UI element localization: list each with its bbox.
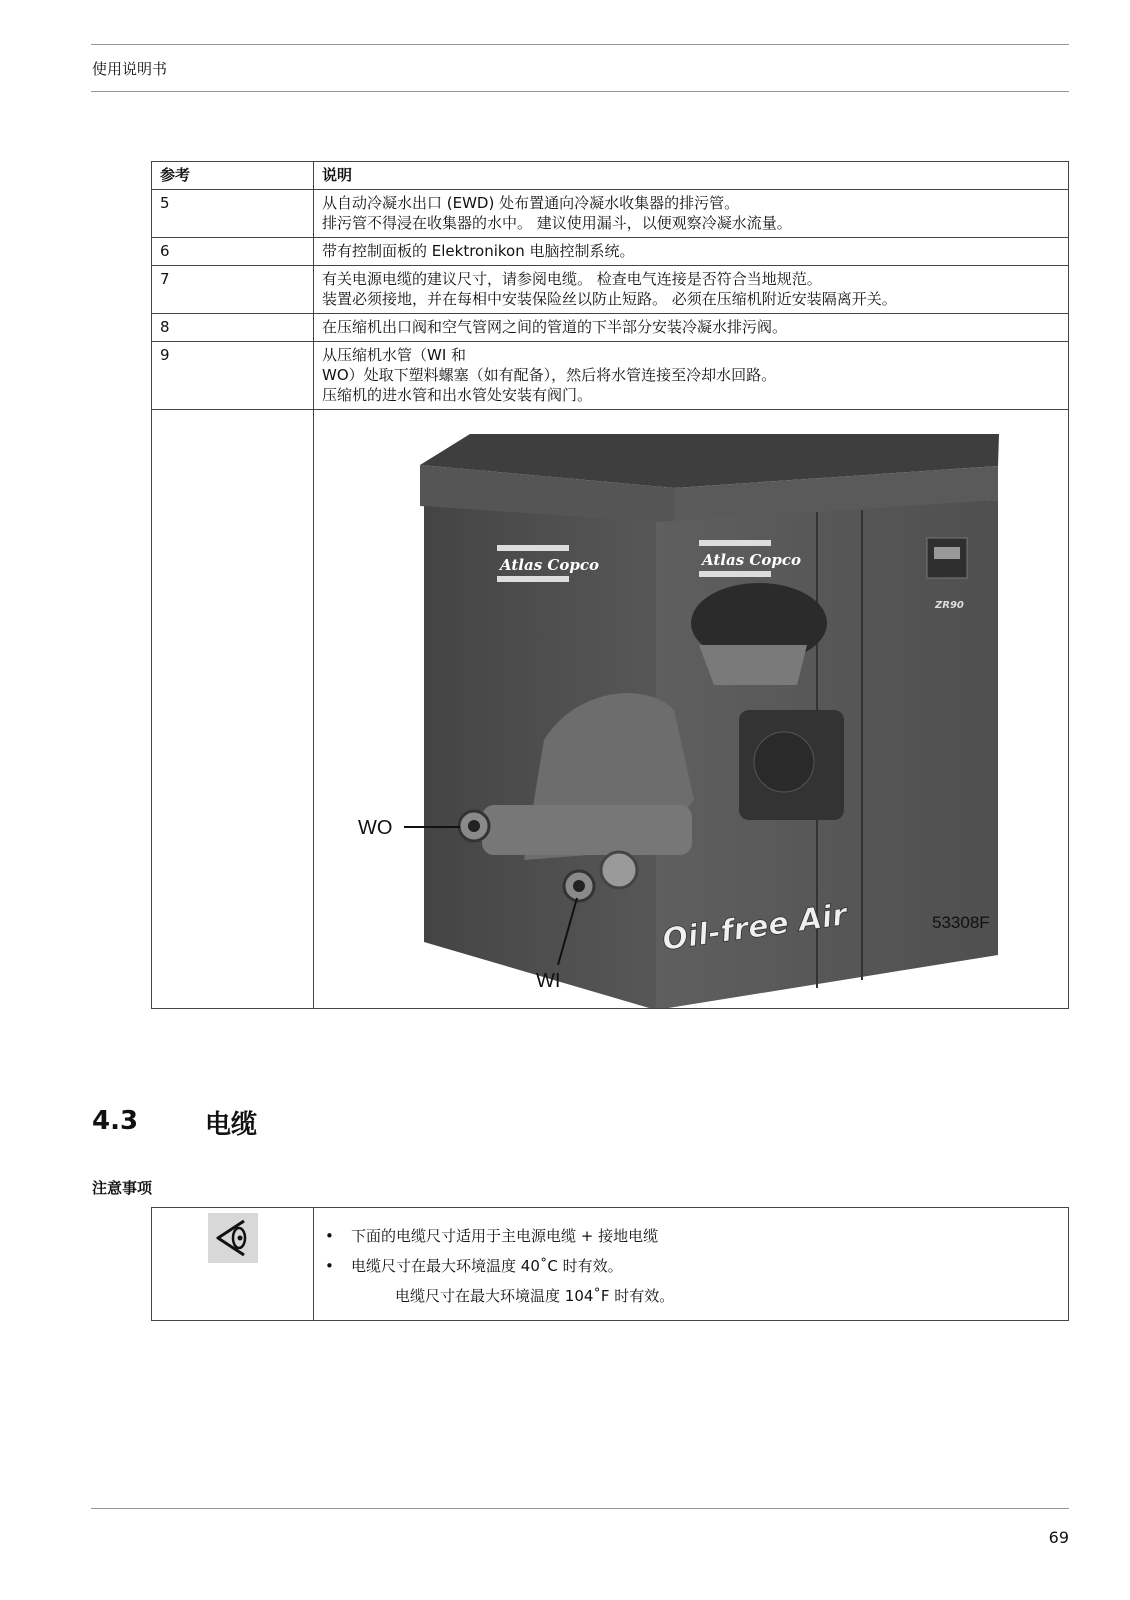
col-header-desc: 说明	[314, 162, 1069, 190]
desc-cell	[314, 238, 1069, 266]
footer-rule	[91, 1508, 1069, 1509]
desc-line: 装置必须接地，并在每相中安装保险丝以防止短路。 必须在压缩机附近安装隔离开关。	[322, 290, 897, 308]
note-item: • 下面的电缆尺寸适用于主电源电缆 + 接地电缆	[325, 1221, 1067, 1251]
eye-icon	[208, 1213, 258, 1263]
desc-line: WO）处取下塑料螺塞（如有配备），然后将水管连接至冷却水回路。	[322, 366, 777, 384]
wi-label: WI	[536, 970, 561, 992]
control-display	[934, 547, 960, 559]
model-label: ZR90	[935, 600, 964, 611]
table-row	[152, 266, 1069, 314]
col-header-ref: 参考	[152, 162, 314, 190]
section-title: 电缆	[205, 1110, 258, 1140]
desc-line: 带有控制面板的 Elektronikon 电脑控制系统。	[322, 242, 635, 260]
reference-table	[151, 161, 1069, 1009]
note-row	[152, 1208, 1069, 1321]
note-list	[315, 1209, 1067, 1319]
ref-cell: 7	[152, 266, 314, 314]
compressor-figure	[314, 410, 1069, 1008]
note-heading: 注意事项	[92, 1179, 153, 1197]
ref-cell: 8	[152, 314, 314, 342]
desc-cell	[314, 314, 1069, 342]
figure-cell	[314, 410, 1069, 1009]
table-row	[152, 342, 1069, 410]
wo-label: WO	[358, 817, 393, 839]
note-icon-cell	[152, 1208, 314, 1321]
ref-cell: 9	[152, 342, 314, 410]
table-row	[152, 238, 1069, 266]
figure-id: 53308F	[932, 913, 990, 932]
note-subitem: 电缆尺寸在最大环境温度 104˚F 时有效。	[395, 1287, 675, 1305]
drip-tray	[699, 645, 807, 685]
desc-line: 压缩机的进水管和出水管处安装有阀门。	[322, 386, 593, 404]
note-text-cell	[314, 1208, 1069, 1321]
svg-text:Atlas Copco: Atlas Copco	[500, 556, 599, 574]
header-rule-top	[91, 44, 1069, 45]
ref-cell: 6	[152, 238, 314, 266]
bullet-icon: •	[325, 1227, 334, 1245]
desc-line: 在压缩机出口阀和空气管网之间的管道的下半部分安装冷凝水排污阀。	[322, 318, 788, 336]
desc-line: 从自动冷凝水出口 (EWD) 处布置通向冷凝水收集器的排污管。	[322, 194, 740, 212]
header-rule-bottom	[91, 91, 1069, 92]
wo-port	[468, 820, 480, 832]
ref-cell: 5	[152, 190, 314, 238]
section-number: 4.3	[92, 1106, 139, 1136]
desc-line: 排污管不得浸在收集器的水中。 建议使用漏斗，以便观察冷凝水流量。	[322, 214, 792, 232]
desc-cell	[314, 190, 1069, 238]
note-table	[151, 1207, 1069, 1321]
desc-cell	[314, 266, 1069, 314]
desc-line: 有关电源电缆的建议尺寸，请参阅电缆。 检查电气连接是否符合当地规范。	[322, 270, 822, 288]
motor-fan	[754, 732, 814, 792]
note-item: • 电缆尺寸在最大环境温度 40˚C 时有效。	[325, 1251, 1067, 1281]
table-row	[152, 314, 1069, 342]
desc-line: 从压缩机水管（WI 和	[322, 346, 467, 364]
desc-cell	[314, 342, 1069, 410]
figure-row	[152, 410, 1069, 1009]
figure-ref-cell	[152, 410, 314, 1009]
table-row	[152, 190, 1069, 238]
flange	[601, 852, 637, 888]
oil-free-air-decal: Oil-free Air	[660, 897, 850, 958]
bullet-icon: •	[325, 1257, 334, 1275]
page-number: 69	[1048, 1528, 1069, 1547]
svg-text:Atlas Copco: Atlas Copco	[702, 551, 801, 569]
table-header-row	[152, 162, 1069, 190]
wi-port	[573, 880, 585, 892]
water-manifold	[482, 805, 692, 855]
header-title: 使用说明书	[92, 60, 168, 78]
